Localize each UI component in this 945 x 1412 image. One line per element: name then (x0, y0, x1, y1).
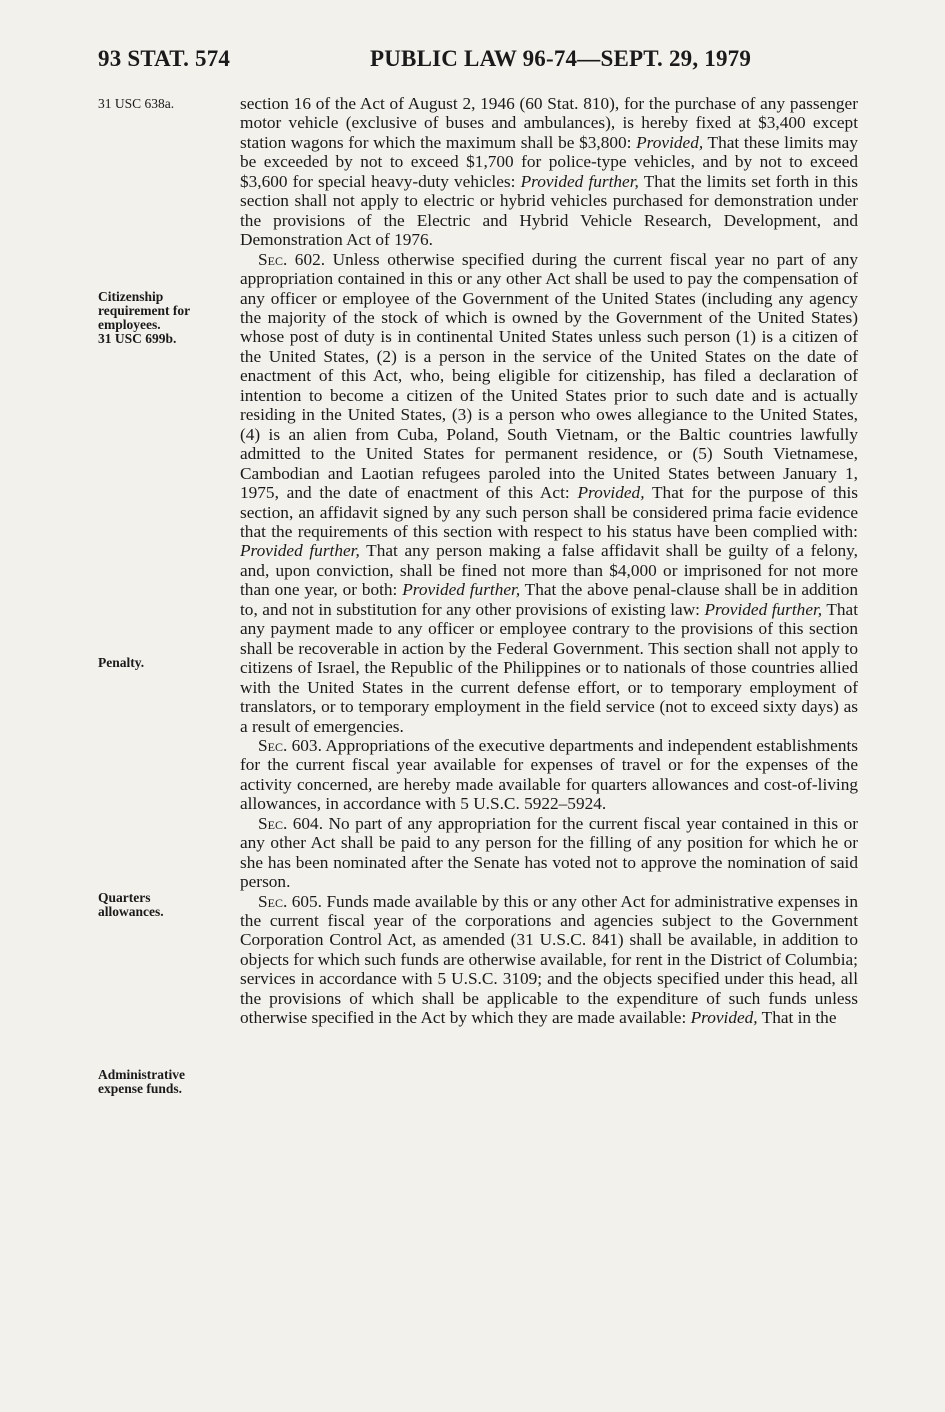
margin-note-quarters (98, 891, 230, 919)
margin-note-line: Administrative (98, 1067, 185, 1082)
margin-note-line: expense funds. (98, 1081, 183, 1096)
margin-note-line: Citizenship (98, 289, 164, 304)
margin-note-usc-638a: 31 USC 638a. (98, 96, 175, 111)
margin-note-citizenship (98, 290, 230, 346)
margin-note-administrative (98, 1068, 230, 1096)
section-number: Sec. 605. (258, 891, 322, 911)
section-number: Sec. 602. (258, 249, 326, 269)
page-title: PUBLIC LAW 96-74—SEPT. 29, 1979 (370, 46, 752, 71)
paragraph-sec-605: Sec. 605. Funds made available by this or any other Act for administrative expenses in the current fiscal year of the corporations and agencies subject to the Government Corporation Control Act, as amended (31 U.S.C. 841) shall be available, in addition to objects for which such funds are otherwise available, for rent in the District of Columbia; services in accordance with 5 U.S.C. 3109; and the objects specified under this head, all the provisions of which shall be applicable to the expenditure of such funds unless otherwise specified in the Act by which they are made available: Provided, That in the (240, 891, 859, 1028)
paragraph-sec-604: Sec. 604. No part of any appropriation for the current fiscal year contained in this or any other Act shall be paid to any person for the filling of any position for which he or she has been nominated after the Senate has voted not to approve the nomination of said person. (240, 813, 858, 892)
margin-note-line: requirement for (98, 303, 191, 318)
statute-page-number: 93 STAT. 574 (98, 46, 231, 71)
margin-note-line: employees. (98, 317, 161, 332)
body-text (240, 94, 858, 1028)
section-number: Sec. 603. (258, 735, 322, 755)
margin-note-line: Quarters (98, 890, 151, 905)
margin-note-penalty: Penalty. (98, 655, 145, 670)
paragraph-sec-602: Sec. 602. Unless otherwise specified during the current fiscal year no part of any appropriation contained in this or any other Act shall be used to pay the compensation of any officer or employee of the Government of the United States (including any agency the majority of the stock of which is owned by the Government of the United States) whose post of duty is in continental United States unless such person (1) is a citizen of the United States, (2) is a person in the service of the United States on the date of enactment of this Act, who, being eligible for citizenship, has filed a declaration of intention to become a citizen of the United States prior to such date and is actually residing in the United States, (3) is a person who owes allegiance to the United States, (4) is an alien from Cuba, Poland, South Vietnam, or the Baltic countries lawfully admitted to the United States for permanent residence, or (5) South Vietnamese, Cambodian and Laotian refugees paroled into the United States between January 1, 1975, and the date of enactment of this Act: Provided, That for the purpose of this section, an affidavit signed by any such person shall be considered prima facie evidence that the requirements of this section with respect to his status have been complied with: Provided further, That any person making a false affidavit shall be guilty of a felony, and, upon conviction, shall be fined not more than $4,000 or imprisoned for not more than one year, or both: Provided further, That the above penal-clause shall be in addition to, and not in substitution for any other provisions of existing law: Provided further, That any payment made to any officer or employee contrary to the provisions of this section shall be recoverable in action by the Federal Government. This section shall not apply to citizens of Israel, the Republic of the Philippines or to nationals of those countries allied with the United States in the current defense effort, or to temporary employment of translators, or to temporary employment in the field service (not to exceed sixty days) as a result of emergencies. (240, 249, 859, 736)
section-number: Sec. 604. (258, 813, 324, 833)
margin-note-line: 31 USC 699b. (98, 331, 177, 346)
margin-note-line: allowances. (98, 904, 164, 919)
paragraph-sec-603: Sec. 603. Appropriations of the executive departments and independent establishments for the current fiscal year available for expenses of travel or for the expenses of the activity concerned, are hereby made available for quarters allowances and cost-of-living allowances, in accordance with 5 U.S.C. 5922–5924. (240, 735, 859, 814)
paragraph-vehicle-limits: section 16 of the Act of August 2, 1946 (60 Stat. 810), for the purchase of any passenger motor vehicle (exclusive of buses and ambulances), is hereby fixed at $3,400 except station wagons for which the maximum shall be $3,800: Provided, That these limits may be exceeded by not to exceed $1,700 for police-type vehicles, and by not to exceed $3,600 for special heavy-duty vehicles: Provided further, That the limits set forth in this section shall not apply to electric or hybrid vehicles purchased for demonstration under the provisions of the Electric and Hybrid Vehicle Research, Development, and Demonstration Act of 1976. (240, 94, 858, 250)
